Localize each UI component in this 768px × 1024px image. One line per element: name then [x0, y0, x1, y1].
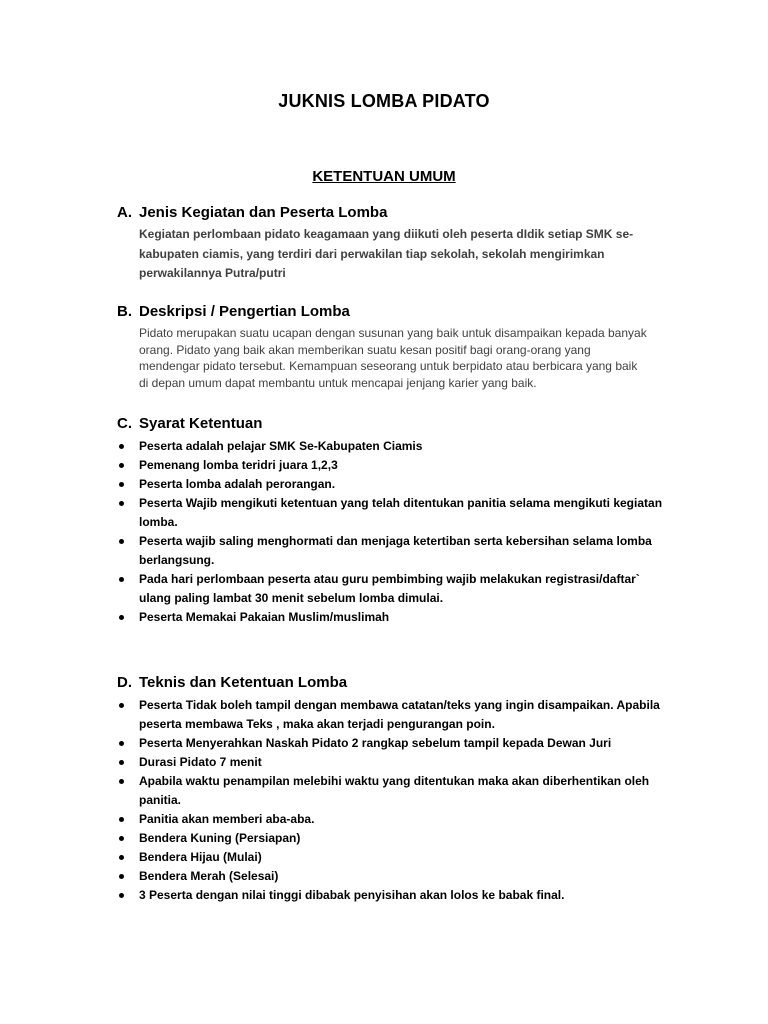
- bullet-icon: [119, 444, 124, 449]
- section-letter: C.: [117, 415, 132, 432]
- list-item: Peserta Menyerahkan Naskah Pidato 2 rangkap sebelum tampil kepada Dewan Juri: [117, 734, 669, 753]
- section-paragraph: Pidato merupakan suatu ucapan dengan susunan yang baik untuk disampaikan kepada banyak orang. Pidato yang baik akan memberikan suatu kesan positif bagi orang-orang yang mendengar pidato tersebut. Kemampuan seseorang untuk berpidato atau berbicara yang baik di depan umum dapat membantu untuk mencapai jenjang karier yang baik.: [139, 326, 647, 390]
- section-b: [117, 302, 677, 391]
- list-item: Panitia akan memberi aba-aba.: [117, 810, 669, 829]
- bullet-list: [117, 696, 677, 905]
- section-letter: A.: [117, 204, 132, 221]
- section-paragraph: Kegiatan perlombaan pidato keagamaan yang diikuti oleh peserta dIdik setiap SMK se-kabupaten ciamis, yang terdiri dari perwakilan tiap sekolah, sekolah mengirimkan perwakilannya Putra/putri: [139, 227, 634, 280]
- bullet-icon: [119, 874, 124, 879]
- section-title: Teknis dan Ketentuan Lomba: [139, 674, 348, 691]
- list-item: Peserta Memakai Pakaian Muslim/muslimah: [117, 608, 669, 627]
- section-letter: D.: [117, 674, 132, 691]
- list-item: Durasi Pidato 7 menit: [117, 753, 669, 772]
- list-item: Bendera Hijau (Mulai): [117, 848, 669, 867]
- section-title: Jenis Kegiatan dan Peserta Lomba: [139, 204, 388, 221]
- bullet-icon: [119, 482, 124, 487]
- section-heading: [117, 203, 677, 223]
- bullet-icon: [119, 855, 124, 860]
- bullet-icon: [119, 577, 124, 582]
- list-item: Peserta Wajib mengikuti ketentuan yang telah ditentukan panitia selama mengikuti kegiatan lomba.: [117, 494, 669, 532]
- bullet-icon: [119, 760, 124, 765]
- bullet-icon: [119, 615, 124, 620]
- list-item: Peserta wajib saling menghormati dan menjaga ketertiban serta kebersihan selama lomba berlangsung.: [117, 532, 669, 570]
- document-subtitle: KETENTUAN UMUM: [312, 168, 456, 185]
- section-title: Syarat Ketentuan: [139, 415, 263, 432]
- section-a: [117, 203, 677, 284]
- list-item: Peserta Tidak boleh tampil dengan membawa catatan/teks yang ingin disampaikan. Apabila peserta membawa Teks , maka akan terjadi pengurangan poin.: [117, 696, 669, 734]
- section-d: [117, 673, 677, 905]
- bullet-icon: [119, 703, 124, 708]
- list-item: Pemenang lomba teridri juara 1,2,3: [117, 456, 669, 475]
- list-item: Apabila waktu penampilan melebihi waktu yang ditentukan maka akan diberhentikan oleh panitia.: [117, 772, 669, 810]
- section-heading: [117, 302, 677, 322]
- list-item: Bendera Kuning (Persiapan): [117, 829, 669, 848]
- bullet-list: [117, 437, 677, 627]
- list-item: Pada hari perlombaan peserta atau guru pembimbing wajib melakukan registrasi/daftar` ulang paling lambat 30 menit sebelum lomba dimulai.: [117, 570, 669, 608]
- bullet-icon: [119, 779, 124, 784]
- section-heading: [117, 673, 677, 693]
- list-item: 3 Peserta dengan nilai tinggi dibabak penyisihan akan lolos ke babak final.: [117, 886, 669, 905]
- section-c: [117, 414, 677, 627]
- section-title: Deskripsi / Pengertian Lomba: [139, 303, 350, 320]
- section-heading: [117, 414, 677, 434]
- bullet-icon: [119, 893, 124, 898]
- bullet-icon: [119, 501, 124, 506]
- bullet-icon: [119, 836, 124, 841]
- list-item: Bendera Merah (Selesai): [117, 867, 669, 886]
- bullet-icon: [119, 463, 124, 468]
- document-title: JUKNIS LOMBA PIDATO: [278, 91, 490, 111]
- bullet-icon: [119, 817, 124, 822]
- list-item: Peserta adalah pelajar SMK Se-Kabupaten Ciamis: [117, 437, 669, 456]
- bullet-icon: [119, 539, 124, 544]
- list-item: Peserta lomba adalah perorangan.: [117, 475, 669, 494]
- bullet-icon: [119, 741, 124, 746]
- section-letter: B.: [117, 303, 132, 320]
